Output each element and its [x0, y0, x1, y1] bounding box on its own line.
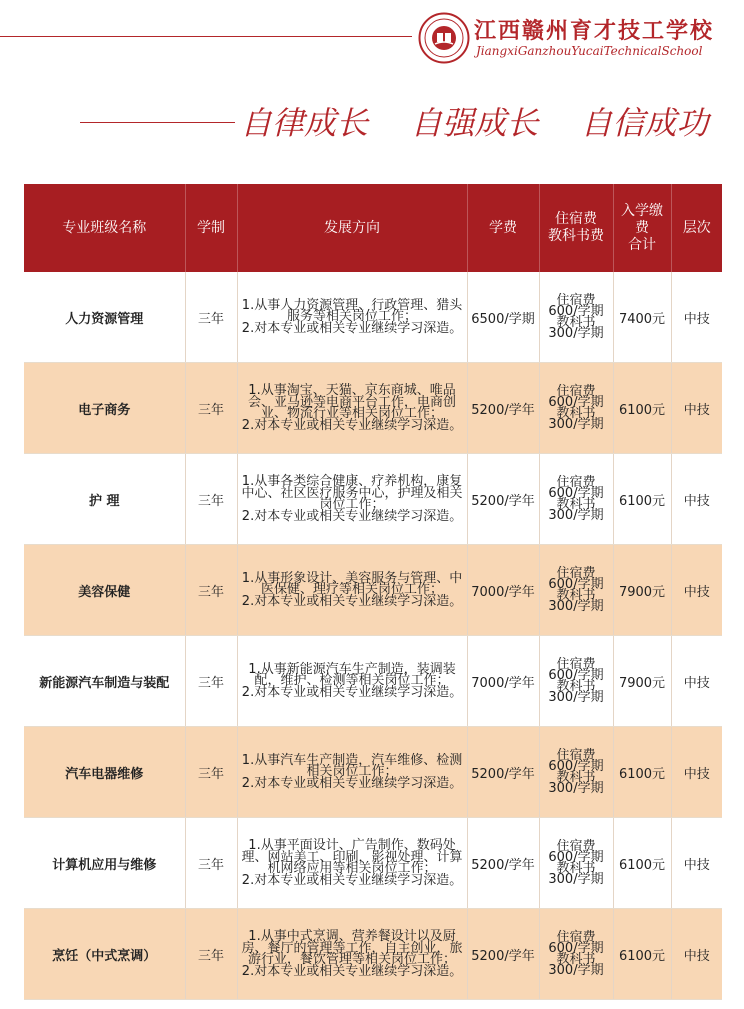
- course-name-cell-text: 美容保健: [78, 584, 131, 600]
- tuition-cell: [467, 272, 539, 363]
- level-cell: [671, 272, 722, 363]
- career-direction-cell: [237, 363, 467, 454]
- level-cell-text: 中技: [683, 948, 710, 964]
- course-name-cell: [24, 727, 185, 818]
- table-row: [24, 454, 722, 545]
- header-divider-line: [0, 36, 412, 37]
- table-row: [24, 818, 722, 909]
- table-row: [24, 272, 722, 363]
- tuition-cell-text: 5200/学年: [471, 493, 535, 509]
- slogan: [240, 98, 740, 144]
- tuition-cell-text: 7000/学年: [471, 584, 535, 600]
- board-textbook-fee-cell-text: 住宿费600/学期 教科书300/学期: [548, 566, 604, 614]
- level-cell-text: 中技: [683, 402, 710, 418]
- total-fee-cell: [613, 272, 671, 363]
- course-name-cell: [24, 636, 185, 727]
- duration-cell-text: 三年: [197, 584, 224, 600]
- board-textbook-fee-cell-text: 住宿费600/学期 教科书300/学期: [548, 748, 604, 796]
- career-direction-cell-text: 1.从事新能源汽车生产制造，装调装配，维护、检测等相关岗位工作； 2.对本专业或相关专业继续学习深造。: [241, 661, 463, 700]
- column-header: 入学缴费 合计: [613, 184, 671, 272]
- board-textbook-fee-cell: [539, 636, 613, 727]
- career-direction-cell-text: 1.从事各类综合健康、疗养机构，康复中心、社区医疗服务中心，护理及相关岗位工作； 2.对本专业或相关专业继续学习深造。: [241, 474, 463, 524]
- course-name-cell: [24, 818, 185, 909]
- board-textbook-fee-cell: [539, 909, 613, 1000]
- total-fee-cell-text: 6100元: [618, 857, 666, 873]
- duration-cell-text: 三年: [197, 766, 224, 782]
- course-name-cell-text: 计算机应用与维修: [52, 857, 157, 873]
- board-textbook-fee-cell-text: 住宿费600/学期 教科书300/学期: [548, 839, 604, 887]
- level-cell-text: 中技: [683, 675, 710, 691]
- career-direction-cell-text: 1.从事淘宝、天猫、京东商城、唯品会、亚马逊等电商平台工作，电商创业、物流行业等相关岗位工作； 2.对本专业或相关专业继续学习深造。: [241, 383, 463, 433]
- slogan-phrase: 自强成长: [410, 104, 539, 142]
- column-header: 学费: [467, 184, 539, 272]
- career-direction-cell: [237, 454, 467, 545]
- duration-cell: [185, 909, 237, 1000]
- total-fee-cell: [613, 636, 671, 727]
- level-cell-text: 中技: [683, 493, 710, 509]
- total-fee-cell-text: 6100元: [618, 766, 666, 782]
- slogan-phrase: 自律成长: [240, 104, 369, 142]
- column-header: 专业班级名称: [24, 184, 185, 272]
- level-cell: [671, 818, 722, 909]
- duration-cell: [185, 636, 237, 727]
- tuition-cell: [467, 545, 539, 636]
- tuition-cell-text: 5200/学年: [471, 948, 535, 964]
- course-name-cell: [24, 909, 185, 1000]
- tuition-cell-text: 6500/学期: [471, 311, 535, 327]
- total-fee-cell: [613, 818, 671, 909]
- duration-cell-text: 三年: [197, 311, 224, 327]
- course-name-cell-text: 新能源汽车制造与装配: [39, 675, 170, 691]
- tuition-cell-text: 5200/学年: [471, 857, 535, 873]
- career-direction-cell: [237, 545, 467, 636]
- duration-cell-text: 三年: [197, 493, 224, 509]
- board-textbook-fee-cell: [539, 454, 613, 545]
- table-row: [24, 545, 722, 636]
- board-textbook-fee-cell: [539, 363, 613, 454]
- slogan-divider-line: [80, 122, 235, 123]
- total-fee-cell: [613, 727, 671, 818]
- course-name-cell-text: 烹饪（中式烹调）: [52, 948, 157, 964]
- board-textbook-fee-cell-text: 住宿费600/学期 教科书300/学期: [548, 475, 604, 523]
- school-name: 江西赣州育才技工学校: [474, 18, 715, 44]
- total-fee-cell-text: 6100元: [618, 948, 666, 964]
- total-fee-cell: [613, 454, 671, 545]
- level-cell: [671, 363, 722, 454]
- table-row: [24, 727, 722, 818]
- duration-cell-text: 三年: [197, 675, 224, 691]
- course-name-cell: [24, 454, 185, 545]
- total-fee-cell: [613, 909, 671, 1000]
- board-textbook-fee-cell-text: 住宿费600/学期 教科书300/学期: [548, 657, 604, 705]
- school-name-english: JiangxiGanzhouYucaiTechnicalSchool: [476, 44, 703, 58]
- board-textbook-fee-cell-text: 住宿费600/学期 教科书300/学期: [548, 293, 604, 341]
- career-direction-cell-text: 1.从事中式烹调、营养餐设计以及厨房、餐厅的管理等工作，自主创业，旅游行业，餐饮管理等相关岗位工作； 2.对本专业或相关专业继续学习深造。: [241, 929, 463, 979]
- level-cell: [671, 454, 722, 545]
- table-row: [24, 636, 722, 727]
- level-cell: [671, 727, 722, 818]
- duration-cell: [185, 545, 237, 636]
- course-name-cell-text: 汽车电器维修: [65, 766, 144, 782]
- total-fee-cell-text: 7400元: [618, 311, 666, 327]
- total-fee-cell-text: 6100元: [618, 402, 666, 418]
- career-direction-cell-text: 1.从事人力资源管理、行政管理、猎头服务等相关岗位工作； 2.对本专业或相关专业继续学习深造。: [241, 297, 463, 336]
- board-textbook-fee-cell: [539, 727, 613, 818]
- duration-cell-text: 三年: [197, 948, 224, 964]
- level-cell: [671, 909, 722, 1000]
- board-textbook-fee-cell: [539, 272, 613, 363]
- duration-cell-text: 三年: [197, 402, 224, 418]
- tuition-cell: [467, 909, 539, 1000]
- tuition-cell-text: 5200/学年: [471, 766, 535, 782]
- total-fee-cell-text: 6100元: [618, 493, 666, 509]
- duration-cell: [185, 272, 237, 363]
- duration-cell: [185, 727, 237, 818]
- course-table: [24, 184, 722, 1000]
- school-logo-icon: [418, 12, 470, 64]
- column-header: 层次: [671, 184, 722, 272]
- course-name-cell: [24, 363, 185, 454]
- tuition-cell-text: 7000/学年: [471, 675, 535, 691]
- course-name-cell: [24, 272, 185, 363]
- table-row: [24, 363, 722, 454]
- career-direction-cell: [237, 909, 467, 1000]
- slogan-phrase: 自信成功: [580, 104, 709, 142]
- level-cell-text: 中技: [683, 311, 710, 327]
- tuition-cell: [467, 363, 539, 454]
- column-header: 学制: [185, 184, 237, 272]
- tuition-cell: [467, 454, 539, 545]
- level-cell: [671, 636, 722, 727]
- duration-cell: [185, 818, 237, 909]
- total-fee-cell-text: 7900元: [618, 584, 666, 600]
- career-direction-cell: [237, 636, 467, 727]
- total-fee-cell: [613, 363, 671, 454]
- tuition-cell: [467, 818, 539, 909]
- career-direction-cell: [237, 818, 467, 909]
- board-textbook-fee-cell: [539, 818, 613, 909]
- course-name-cell: [24, 545, 185, 636]
- duration-cell-text: 三年: [197, 857, 224, 873]
- table-header-row: [24, 184, 722, 272]
- level-cell-text: 中技: [683, 584, 710, 600]
- career-direction-cell-text: 1.从事形象设计、美容服务与管理、中医保健、理疗等相关岗位工作； 2.对本专业或相关专业继续学习深造。: [241, 570, 463, 609]
- level-cell-text: 中技: [683, 857, 710, 873]
- tuition-cell: [467, 727, 539, 818]
- level-cell-text: 中技: [683, 766, 710, 782]
- duration-cell: [185, 363, 237, 454]
- tuition-cell: [467, 636, 539, 727]
- board-textbook-fee-cell-text: 住宿费600/学期 教科书300/学期: [548, 930, 604, 978]
- duration-cell: [185, 454, 237, 545]
- course-name-cell-text: 护 理: [88, 493, 120, 509]
- column-header: 发展方向: [237, 184, 467, 272]
- career-direction-cell-text: 1.从事汽车生产制造，汽车维修、检测相关岗位工作； 2.对本专业或相关专业继续学习深造。: [241, 752, 463, 791]
- career-direction-cell: [237, 727, 467, 818]
- total-fee-cell-text: 7900元: [618, 675, 666, 691]
- table-row: [24, 909, 722, 1000]
- total-fee-cell: [613, 545, 671, 636]
- column-header: 住宿费 教科书费: [539, 184, 613, 272]
- career-direction-cell: [237, 272, 467, 363]
- level-cell: [671, 545, 722, 636]
- board-textbook-fee-cell-text: 住宿费600/学期 教科书300/学期: [548, 384, 604, 432]
- board-textbook-fee-cell: [539, 545, 613, 636]
- tuition-cell-text: 5200/学年: [471, 402, 535, 418]
- course-name-cell-text: 电子商务: [78, 402, 131, 418]
- career-direction-cell-text: 1.从事平面设计、广告制作、数码处理、网站美工、印刷，影视处理、计算机网络应用等相关岗位工作； 2.对本专业或相关专业继续学习深造。: [241, 838, 463, 888]
- course-name-cell-text: 人力资源管理: [65, 311, 144, 327]
